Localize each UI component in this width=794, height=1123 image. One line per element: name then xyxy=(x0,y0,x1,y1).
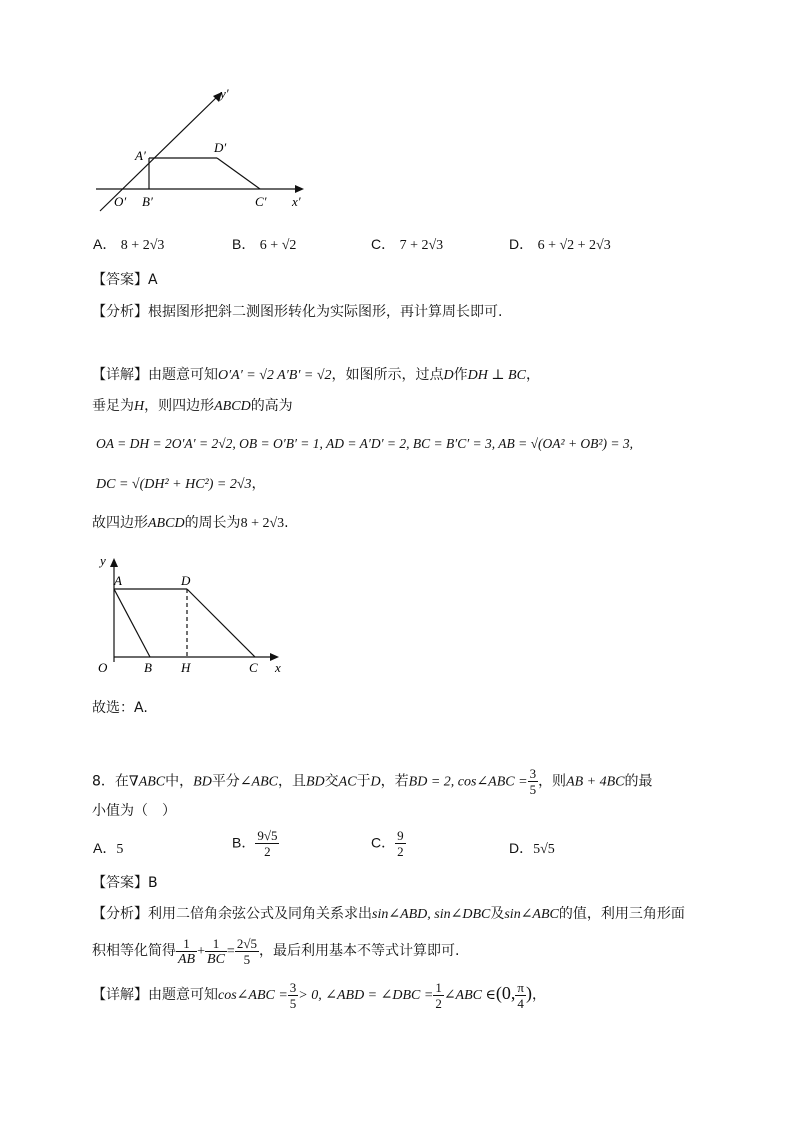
q8-detail-fraction-3 xyxy=(515,980,526,1011)
fraction-numerator: 1 xyxy=(176,936,197,952)
q8-stem-formula: D xyxy=(370,774,381,790)
q7-detail-text: . xyxy=(284,515,289,531)
q8-stem-text: 于 xyxy=(356,773,371,790)
q7-detail-formula: ABCD xyxy=(148,516,185,531)
label-a: A xyxy=(114,573,122,588)
q7-detail-text: 作 xyxy=(453,367,468,383)
fraction-denominator: 5 xyxy=(243,951,251,967)
label-c: C xyxy=(249,660,258,675)
q7-option-b[interactable] xyxy=(232,234,296,254)
fraction-numerator: 3 xyxy=(529,766,537,781)
q8-analysis-line-1 xyxy=(92,904,685,925)
q7-answer xyxy=(92,270,158,290)
q8-stem-text: 交 xyxy=(324,773,339,790)
q8-option-d-label: D． xyxy=(509,840,534,856)
q7-option-a-label: A． xyxy=(93,236,117,252)
q7-option-b-value: 6 + √2 xyxy=(259,238,297,253)
segment-a-b xyxy=(114,589,150,657)
q7-option-d[interactable] xyxy=(509,234,611,254)
q8-option-a-value: 5 xyxy=(116,842,124,857)
fraction-denominator: 5 xyxy=(529,782,537,797)
q7-analysis-tag: 【分析】 xyxy=(92,304,148,320)
q8-option-b[interactable] xyxy=(232,828,279,859)
q7-detail-formula: 8 + 2√3 xyxy=(240,516,285,531)
q8-stem-formula: AC xyxy=(338,774,357,790)
q7-detail-line-3 xyxy=(96,434,633,454)
q8-stem-text: ，若 xyxy=(380,773,409,790)
q8-analysis-formula: sin∠ABC xyxy=(504,907,559,922)
q7-option-c-value: 7 + 2√3 xyxy=(399,238,444,253)
q7-detail-text: 故四边形 xyxy=(92,515,148,531)
q8-analysis-text: 利用二倍角余弦公式及同角关系求出 xyxy=(148,906,372,922)
q8-analysis-text: 的值，利用三角形面 xyxy=(558,906,685,922)
q8-stem-text: 8．在 xyxy=(92,773,129,790)
label-a-prime: A′ xyxy=(135,148,146,163)
q7-answer-value: A xyxy=(148,272,158,288)
q7-detail-formula: DH ⊥ BC xyxy=(467,368,526,383)
q7-detail-line-1 xyxy=(92,365,540,386)
q8-answer-tag: 【答案】 xyxy=(92,875,148,891)
fraction-denominator: BC xyxy=(207,951,225,967)
label-x-prime: x′ xyxy=(292,194,301,209)
q7-option-c-label: C． xyxy=(371,236,396,252)
fraction-numerator: 1 xyxy=(435,979,442,995)
q7-option-d-value: 6 + √2 + 2√3 xyxy=(537,238,611,253)
q8-analysis-formula: sin∠ABD, sin∠DBC xyxy=(372,907,491,922)
q8-option-c-fraction xyxy=(395,828,406,859)
fraction-denominator: AB xyxy=(178,951,196,967)
q7-detail-line-2 xyxy=(92,396,293,417)
fraction-denominator: 2 xyxy=(264,844,271,859)
q7-option-a-value: 8 + 2√3 xyxy=(120,238,165,253)
fraction-denominator: 2 xyxy=(435,995,442,1011)
q8-stem-formula: BD = 2, cos∠ABC = xyxy=(408,774,528,790)
q8-analysis-text: 积相等化简得 xyxy=(92,943,176,959)
q8-detail-formula: ) xyxy=(525,983,532,1003)
q8-answer xyxy=(92,873,158,893)
q7-answer-tag: 【答案】 xyxy=(92,272,148,288)
q8-analysis-fraction-3 xyxy=(235,936,259,967)
q7-detail-formula: ABCD xyxy=(214,399,251,414)
q8-option-b-label: B． xyxy=(232,834,256,851)
label-h: H xyxy=(181,660,191,675)
segment-d-c xyxy=(187,589,255,657)
y-axis-arrow xyxy=(110,558,118,567)
label-x: x xyxy=(275,660,281,675)
q8-stem-text: 小值为（ ） xyxy=(92,803,176,819)
q8-stem-formula: ∇ABC xyxy=(128,774,166,790)
fraction-denominator: 5 xyxy=(289,995,297,1011)
q7-detail-line-4 xyxy=(96,474,266,495)
x-axis-arrow xyxy=(295,185,304,193)
q8-stem-line-2 xyxy=(92,801,176,821)
q7-detail-text: 的高为 xyxy=(250,398,293,414)
q8-analysis-fraction-1 xyxy=(176,936,197,967)
q7-detail-formula: DC = √(DH² + HC²) = 2√3 xyxy=(96,477,252,492)
segment-d-c xyxy=(217,158,260,189)
q8-option-d[interactable] xyxy=(509,838,555,858)
fraction-numerator: 3 xyxy=(289,979,297,995)
fraction-numerator: π xyxy=(517,979,524,995)
q7-detail-text: 由题意可知 xyxy=(148,367,218,383)
fraction-numerator: 2√5 xyxy=(236,935,257,951)
q8-option-a-label: A． xyxy=(93,840,117,856)
q8-option-c-label: C． xyxy=(371,834,396,851)
q8-analysis-text: ，最后利用基本不等式计算即可. xyxy=(258,943,460,959)
q8-analysis-text: 及 xyxy=(490,906,505,922)
q8-analysis-fraction-2 xyxy=(205,936,227,967)
q8-stem-formula: BD xyxy=(193,774,212,790)
q8-answer-value: B xyxy=(148,875,158,891)
q7-choose xyxy=(92,698,148,718)
q8-stem-text: ，则 xyxy=(538,773,567,790)
fraction-numerator: 1 xyxy=(205,936,227,952)
q8-stem-text: 中， xyxy=(165,773,194,790)
q7-detail-text: 垂足为 xyxy=(92,398,134,414)
q7-detail-line-5 xyxy=(92,513,289,534)
q8-stem-text: ，且 xyxy=(277,773,306,790)
q8-detail-fraction-2 xyxy=(433,980,444,1011)
q7-option-a[interactable] xyxy=(93,234,164,254)
q8-stem-text: 平分 xyxy=(211,773,240,790)
q7-option-c[interactable] xyxy=(371,234,443,254)
q8-analysis-formula: = xyxy=(226,944,235,959)
q8-analysis-tag: 【分析】 xyxy=(92,906,148,922)
q7-detail-formula: OA = DH = 2O′A′ = 2√2, OB = O′B′ = 1, AD = A′D′ = 2, BC = B′C′ = 3, AB = √(OA² + OB²) = 3, xyxy=(96,436,633,451)
q7-detail-text: ， xyxy=(251,476,266,492)
fraction-numerator: 9√5 xyxy=(257,828,278,843)
fraction-denominator: 2 xyxy=(397,844,404,859)
q7-option-b-label: B． xyxy=(232,236,256,252)
q8-detail-fraction-1 xyxy=(288,980,299,1011)
q8-detail-formula: ∠ABC ∈ xyxy=(443,988,496,1003)
q7-option-d-label: D． xyxy=(509,236,534,252)
label-y: y xyxy=(100,553,106,568)
q7-analysis-text: 根据图形把斜二测图形转化为实际图形，再计算周长即可. xyxy=(148,304,503,320)
label-b: B xyxy=(144,660,152,675)
q8-detail-formula: (0, xyxy=(495,983,516,1003)
q7-detail-text: ，则四边形 xyxy=(144,398,215,414)
q8-option-b-fraction xyxy=(255,828,279,859)
label-d-prime: D′ xyxy=(214,140,227,155)
q8-detail-text: 由题意可知 xyxy=(148,987,218,1003)
q8-stem-line-1 xyxy=(92,766,653,796)
label-o-prime: O′ xyxy=(114,194,127,209)
q8-analysis-line-2 xyxy=(92,934,459,968)
q7-detail-text: 的周长为 xyxy=(184,515,241,531)
fraction-numerator: 9 xyxy=(397,828,404,843)
oblique-figure xyxy=(90,82,320,217)
fraction-denominator: 4 xyxy=(517,995,524,1011)
q8-option-a[interactable] xyxy=(93,838,123,858)
q7-detail-text: ，如图所示，过点 xyxy=(331,367,444,383)
q7-analysis xyxy=(92,302,502,322)
q8-option-d-value: 5√5 xyxy=(533,842,555,857)
label-y-prime: y′ xyxy=(220,86,229,101)
q8-stem-formula: BD xyxy=(305,774,325,790)
q8-analysis-formula: + xyxy=(197,944,206,959)
q8-detail-line-1 xyxy=(92,976,546,1010)
q8-stem-formula: ∠ABC xyxy=(239,774,278,790)
q7-detail-formula: D xyxy=(443,368,454,383)
q7-choose-text: 故选：A. xyxy=(92,700,148,716)
q8-stem-text: 的最 xyxy=(624,773,653,790)
q8-option-c[interactable] xyxy=(371,828,406,859)
q8-detail-formula: cos∠ABC = xyxy=(218,988,288,1003)
label-b-prime: B′ xyxy=(142,194,153,209)
q7-detail-formula: H xyxy=(134,399,145,414)
q8-detail-tag: 【详解】 xyxy=(92,987,148,1003)
label-o: O xyxy=(98,660,108,675)
label-d: D xyxy=(181,573,191,588)
q7-detail-formula: O′A′ = √2 A′B′ = √2 xyxy=(218,368,332,383)
q8-stem-fraction xyxy=(528,766,539,797)
label-c-prime: C′ xyxy=(255,194,267,209)
q8-stem-formula: AB + 4BC xyxy=(566,774,625,790)
q8-detail-text: ， xyxy=(531,987,546,1003)
q7-detail-text: ， xyxy=(525,367,540,383)
q7-detail-tag: 【详解】 xyxy=(92,367,148,383)
q8-detail-formula: > 0, ∠ABD = ∠DBC = xyxy=(298,988,434,1003)
actual-figure xyxy=(92,550,292,680)
